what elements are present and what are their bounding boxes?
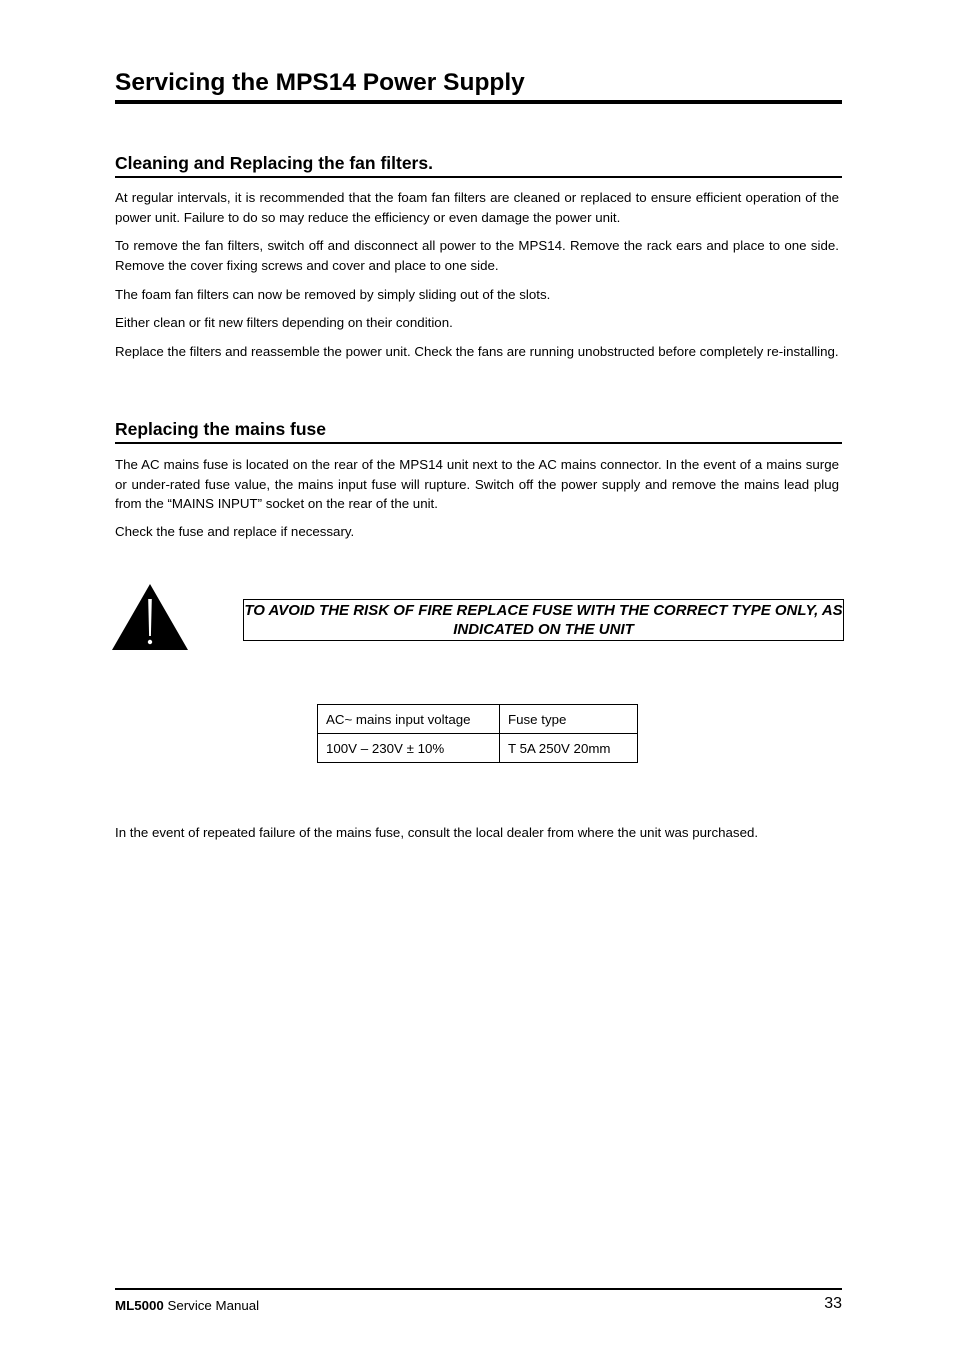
paragraph: The AC mains fuse is located on the rear of the MPS14 unit next to the AC mains connector. In the event of a mains surge or under-rated fuse value, the mains input fuse will rupture. Switch off the power supply and remove the mains lead plug from the “MAINS INPUT” socket on the rear of the unit. [115, 457, 839, 511]
table-cell: T 5A 250V 20mm [500, 734, 638, 763]
table-row [318, 734, 638, 763]
table-header-cell: Fuse type [500, 705, 638, 734]
table-cell: 100V – 230V ± 10% [318, 734, 500, 763]
footer-title [115, 1297, 259, 1315]
paragraph: The foam fan filters can now be removed by simply sliding out of the slots. [115, 287, 551, 302]
page-title: Servicing the MPS14 Power Supply [115, 67, 842, 104]
warning-triangle-icon [111, 583, 189, 651]
fire-warning-box [243, 599, 844, 641]
paragraph: Check the fuse and replace if necessary. [115, 524, 355, 539]
table-header-cell: AC~ mains input voltage [318, 705, 500, 734]
paragraph: Replace the filters and reassemble the power unit. Check the fans are running unobstructed before completely re-installing. [115, 344, 839, 359]
fuse-spec-table [317, 704, 638, 763]
paragraph: To remove the fan filters, switch off and disconnect all power to the MPS14. Remove the rack ears and place to one side. Remove the cover fixing screws and cover and place to one side. [115, 238, 839, 273]
footer-manual: Service Manual [163, 1298, 260, 1313]
paragraph: Either clean or fit new filters depending on their condition. [115, 315, 453, 330]
table-header-row [318, 705, 638, 734]
warning-text: TO AVOID THE RISK OF FIRE REPLACE FUSE WITH THE CORRECT TYPE ONLY, AS INDICATED ON THE UNIT [244, 601, 843, 638]
footer-divider [115, 1288, 842, 1290]
paragraph: At regular intervals, it is recommended that the foam fan filters are cleaned or replaced to ensure efficient operation of the power unit. Failure to do so may reduce the efficiency or even damage the power unit. [115, 190, 839, 225]
footer-product: ML5000 [115, 1298, 164, 1313]
section-heading-mains-fuse: Replacing the mains fuse [115, 418, 842, 444]
section-heading-fan-filters: Cleaning and Replacing the fan filters. [115, 152, 842, 178]
page-number: 33 [824, 1295, 842, 1312]
closing-paragraph: In the event of repeated failure of the mains fuse, consult the local dealer from where the unit was purchased. [115, 825, 759, 840]
